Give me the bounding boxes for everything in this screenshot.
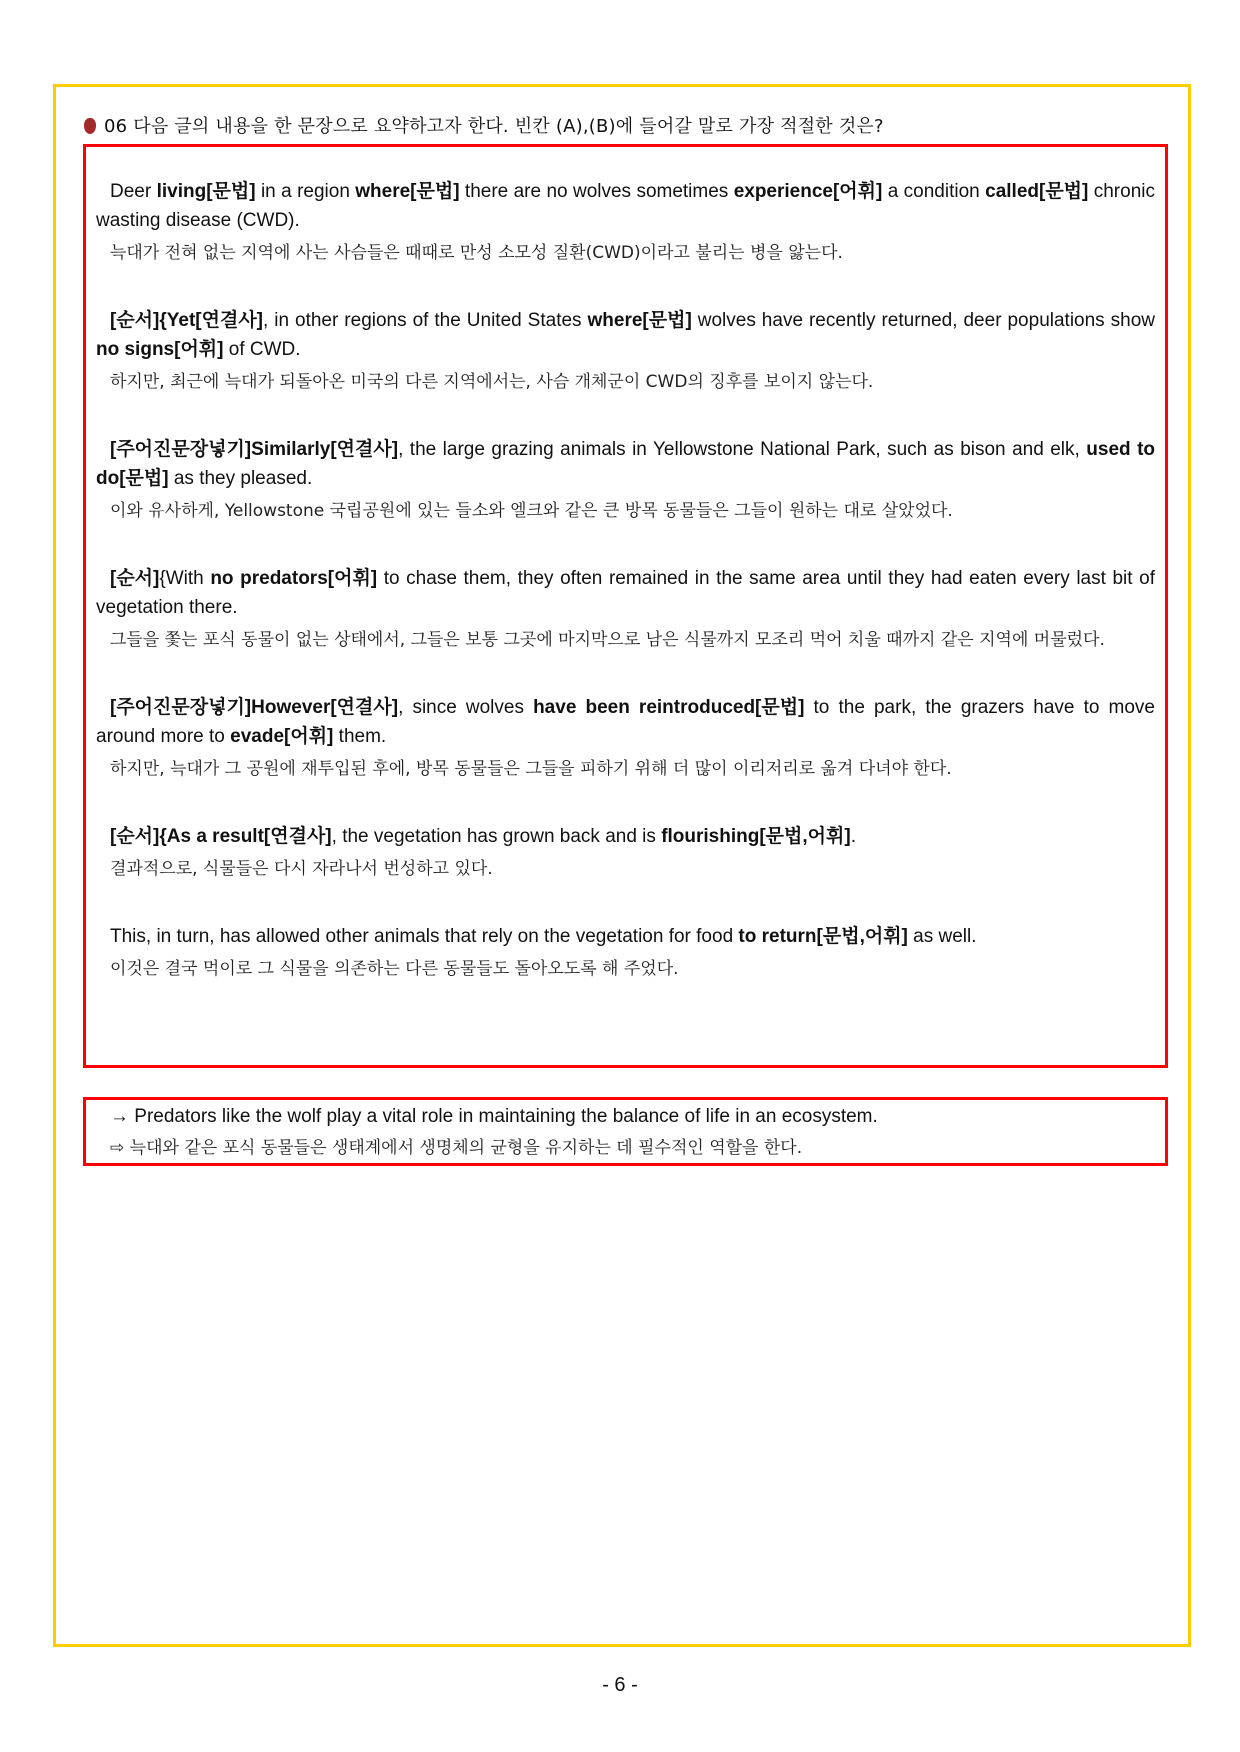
annotated-term: no predators[어휘]	[210, 568, 378, 589]
annotated-term: called[문법]	[985, 181, 1089, 202]
korean-translation: 하지만, 최근에 늑대가 되돌아온 미국의 다른 지역에서는, 사슴 개체군이 CWD의 징후를 보이지 않는다.	[110, 372, 874, 392]
question-heading	[84, 112, 884, 138]
passage-paragraph	[96, 177, 1155, 268]
summary-korean: ⇨ 늑대와 같은 포식 동물들은 생태계에서 생명체의 균형을 유지하는 데 필수적인 역할을 한다.	[110, 1138, 803, 1158]
korean-translation: 이와 유사하게, Yellowstone 국립공원에 있는 들소와 엘크와 같은 큰 방목 동물들은 그들이 원하는 대로 살았었다.	[110, 501, 953, 521]
annotated-term: Similarly[연결사]	[251, 439, 399, 460]
sentence-text: in a region	[255, 181, 356, 202]
sentence-text: , the large grazing animals in Yellowstone National Park, such as bison and elk,	[398, 439, 1087, 460]
sentence-text: as they pleased.	[168, 468, 313, 489]
passage-paragraph	[96, 306, 1155, 397]
passage-box	[83, 144, 1168, 1068]
sentence-text: to chase them, they often remained in the same area until they had eaten every last bit of vegetation there.	[96, 568, 1156, 618]
passage-paragraph	[96, 693, 1155, 784]
passage-paragraph	[96, 822, 1155, 884]
annotated-term: flourishing[문법,어휘]	[661, 826, 851, 847]
sentence-text: of CWD.	[223, 339, 301, 360]
sentence-text: them.	[333, 726, 387, 747]
summary-box	[83, 1097, 1168, 1166]
annotated-term: used to do[문법]	[96, 439, 1155, 489]
sentence-text: there are no wolves sometimes	[459, 181, 734, 202]
annotated-term: [순서]{	[110, 826, 167, 847]
annotated-term: Yet[연결사]	[166, 310, 264, 331]
question-text: 06 다음 글의 내용을 한 문장으로 요약하고자 한다. 빈칸 (A),(B)에 들어갈 말로 가장 적절한 것은?	[104, 116, 884, 137]
english-sentence	[96, 177, 1155, 235]
annotated-term: [순서]	[110, 568, 160, 589]
sentence-text: as well.	[907, 926, 977, 947]
annotated-term: experience[어휘]	[733, 181, 883, 202]
sentence-text: This, in turn, has allowed other animals that rely on the vegetation for food	[110, 926, 739, 947]
annotated-term: where[문법]	[587, 310, 692, 331]
annotated-term: no signs[어휘]	[96, 339, 224, 360]
strawberry-bullet-icon	[84, 118, 96, 134]
english-sentence	[96, 306, 1155, 364]
annotated-term: As a result[연결사]	[166, 826, 332, 847]
annotated-term: to return[문법,어휘]	[738, 926, 908, 947]
sentence-text: , in other regions of the United States	[263, 310, 588, 331]
page-number: - 6 -	[602, 1674, 638, 1696]
english-sentence	[96, 693, 1155, 751]
english-sentence	[96, 822, 1155, 851]
sentence-text: wolves have recently returned, deer populations show	[691, 310, 1156, 331]
annotated-term: [주어진문장넣기]	[110, 697, 252, 718]
sentence-text: a condition	[882, 181, 986, 202]
annotated-term: where[문법]	[355, 181, 460, 202]
annotated-term: living[문법]	[156, 181, 256, 202]
korean-translation: 이것은 결국 먹이로 그 식물을 의존하는 다른 동물들도 돌아오도록 해 주었다.	[110, 959, 679, 979]
annotated-term: [주어진문장넣기]	[110, 439, 252, 460]
english-sentence	[96, 922, 1155, 951]
annotated-term: [순서]{	[110, 310, 167, 331]
sentence-text: chronic wasting disease (CWD).	[96, 181, 1155, 231]
annotated-term: evade[어휘]	[230, 726, 334, 747]
annotated-term: have been reintroduced[문법]	[533, 697, 805, 718]
sentence-text: Deer	[110, 181, 157, 202]
annotated-term: However[연결사]	[251, 697, 399, 718]
passage-paragraph	[96, 564, 1155, 655]
korean-translation: 결과적으로, 식물들은 다시 자라나서 번성하고 있다.	[110, 859, 493, 879]
english-sentence	[96, 435, 1155, 493]
summary-english: → Predators like the wolf play a vital role in maintaining the balance of life in an ecosystem.	[110, 1106, 878, 1127]
passage-paragraph	[96, 435, 1155, 526]
korean-translation: 하지만, 늑대가 그 공원에 재투입된 후에, 방목 동물들은 그들을 피하기 위해 더 많이 이리저리로 옮겨 다녀야 한다.	[110, 759, 952, 779]
sentence-text: , the vegetation has grown back and is	[331, 826, 662, 847]
korean-translation: 그들을 쫓는 포식 동물이 없는 상태에서, 그들은 보통 그곳에 마지막으로 남은 식물까지 모조리 먹어 치울 때까지 같은 지역에 머물렀다.	[110, 630, 1105, 650]
english-sentence	[96, 564, 1155, 622]
passage-paragraph	[96, 922, 1155, 984]
sentence-text: to the park, the grazers have to move around more to	[96, 697, 1155, 747]
korean-translation: 늑대가 전혀 없는 지역에 사는 사슴들은 때때로 만성 소모성 질환(CWD)이라고 불리는 병을 앓는다.	[110, 243, 843, 263]
sentence-text: .	[850, 826, 856, 847]
sentence-text: , since wolves	[398, 697, 534, 718]
sentence-text: {With	[159, 568, 211, 589]
